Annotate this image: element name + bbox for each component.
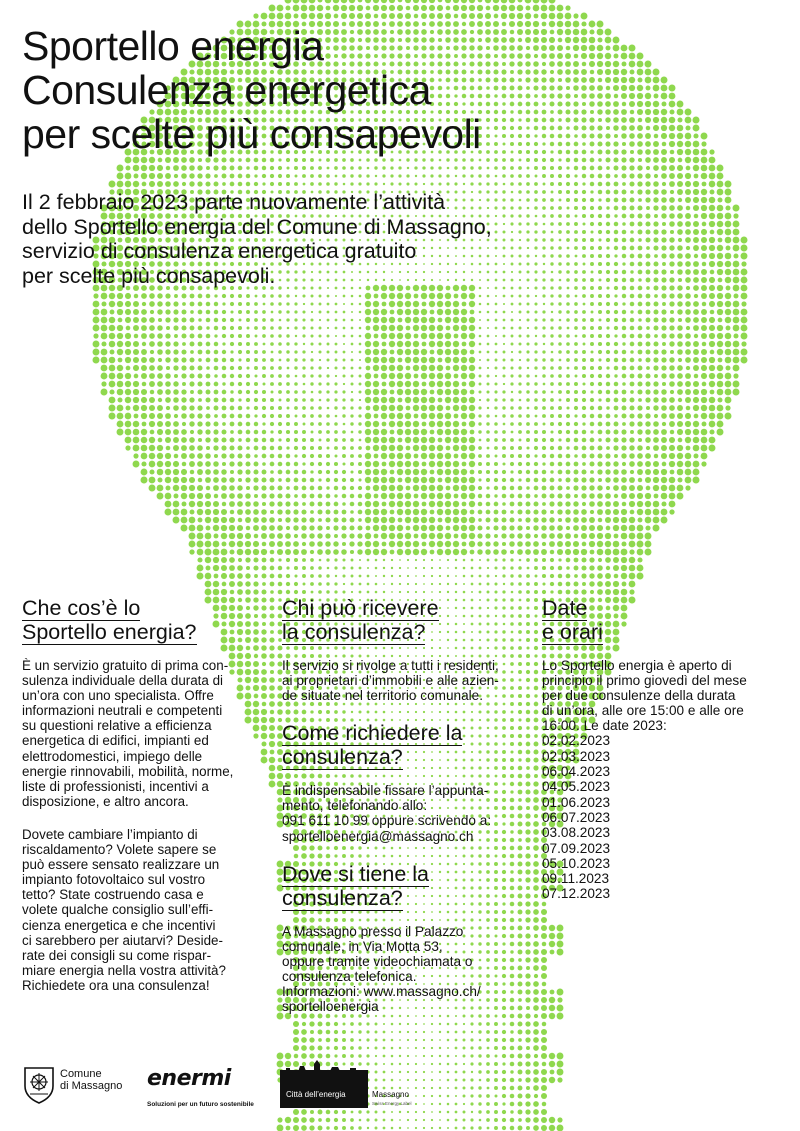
- heading-who-can-line-2: la consulenza?: [282, 620, 426, 644]
- intro-line-3: servizio di consulenza energetica gratuito: [22, 239, 417, 263]
- heading-dates: [542, 596, 792, 644]
- heading-who-can-line-1: Chi può ricevere: [282, 596, 439, 620]
- date-item: 07.12.2023: [542, 886, 611, 902]
- page-title: [22, 24, 722, 156]
- date-item: 01.06.2023: [542, 794, 611, 810]
- date-item: 03.08.2023: [542, 825, 611, 841]
- what-is-paragraph-1: È un servizio gratuito di prima con- sulenza individuale della durata di un’ora con uno specialista. Offre informazioni neutrali e competenti su questioni relative a efficienza energetica di edifici, impianti ed elettrodomestici, impiego delle energie rinnovabili, mobilità, norme, liste di professionisti, incentivi a disposizione, e altro ancora.: [22, 658, 234, 809]
- citta-place-text: [372, 1090, 412, 1108]
- heading-who-can: [282, 596, 532, 644]
- date-item: 06.04.2023: [542, 764, 611, 780]
- date-item: 02.02.2023: [542, 733, 611, 749]
- heading-where-line-2: consulenza?: [282, 885, 403, 910]
- date-item: 07.09.2023: [542, 840, 611, 856]
- title-line-2: Consulenza energetica: [22, 67, 431, 113]
- comune-massagno-logo: [22, 1064, 56, 1109]
- intro-line-2: dello Sportello energia del Comune di Massagno,: [22, 214, 492, 239]
- heading-how-to-request: [282, 721, 532, 769]
- dates-list: [542, 733, 792, 901]
- citta-place: Massagno: [372, 1090, 409, 1099]
- dates-paragraph: Lo Sportello energia è aperto di principio il primo giovedì del mese per due consulenze della durata di un’ora, alle ore 15:00 e alle ore 16:00. Le date 2023:: [542, 658, 747, 734]
- intro-line-4: per scelte più consapevoli.: [22, 263, 276, 288]
- heading-what-is-line-1: Che cos’è lo: [22, 596, 141, 620]
- heading-where: [282, 862, 532, 910]
- heading-how-to-request-line-1: Come richiedere la: [282, 721, 463, 746]
- enermi-tagline: Soluzioni per un futuro sostenibile: [147, 1101, 254, 1108]
- column-consultation-info: [282, 596, 532, 1032]
- intro-line-1: Il 2 febbraio 2023 parte nuovamente l’attività: [22, 190, 446, 214]
- heading-where-line-1: Dove si tiene la: [282, 861, 429, 886]
- heading-dates-line-2: e orari: [542, 620, 603, 644]
- town-skyline-icon: [280, 1060, 368, 1080]
- who-can-paragraph: Il servizio si rivolge a tutti i residenti, ai proprietari d’immobili e alle azien- de situate nel territorio comunale.: [282, 658, 499, 704]
- comune-logo-line-1: Comune: [60, 1068, 102, 1080]
- date-item: 02.03.2023: [542, 748, 611, 764]
- column-what-is: [22, 596, 272, 1011]
- comune-logo-text: [60, 1068, 122, 1092]
- where-paragraph: A Massagno presso il Palazzo comunale, in Via Motta 53, oppure tramite videochiamata o consulenza telefonica. Informazioni: www.massagno.ch/ sportelloenergia: [282, 923, 481, 1015]
- enermi-logo: enermi: [147, 1066, 231, 1091]
- coat-of-arms-icon: [22, 1064, 56, 1104]
- what-is-paragraph-2: Dovete cambiare l’impianto di riscaldamento? Volete sapere se può essere sensato realizzare un impianto fotovoltaico sul vostro tetto? State costruendo casa e volete qualche consiglio sull’effi- cienza energetica e che incentivi ci sarebbero per aiutarvi? Deside- rate dei consigli su come rispar- miare energia nella vostra attività? Richiedete ora una consulenza!: [22, 826, 226, 993]
- date-item: 09.11.2023: [542, 871, 610, 887]
- how-to-request-paragraph: È indispensabile fissare l’appunta- mento, telefonando allo: 091 611 10 99 oppure scrivendo a: sportelloenergia@massagno.ch: [282, 783, 492, 844]
- heading-how-to-request-line-2: consulenza?: [282, 745, 403, 770]
- column-dates: [542, 596, 792, 902]
- citta-energia-label: Città dell’energia: [286, 1090, 346, 1099]
- date-item: 05.10.2023: [542, 855, 611, 871]
- date-item: 04.05.2023: [542, 779, 611, 795]
- comune-logo-line-2: di Massagno: [60, 1080, 123, 1092]
- heading-what-is: [22, 596, 272, 644]
- citta-energia-logo: [280, 1070, 368, 1108]
- heading-what-is-line-2: Sportello energia?: [22, 620, 197, 644]
- date-item: 06.07.2023: [542, 809, 611, 825]
- intro-paragraph: [22, 190, 642, 288]
- citta-sub: Swiss Energy Label: [372, 1101, 412, 1106]
- heading-dates-line-1: Date: [542, 596, 588, 620]
- title-line-3: per scelte più consapevoli: [22, 111, 481, 157]
- title-line-1: Sportello energia: [22, 23, 324, 69]
